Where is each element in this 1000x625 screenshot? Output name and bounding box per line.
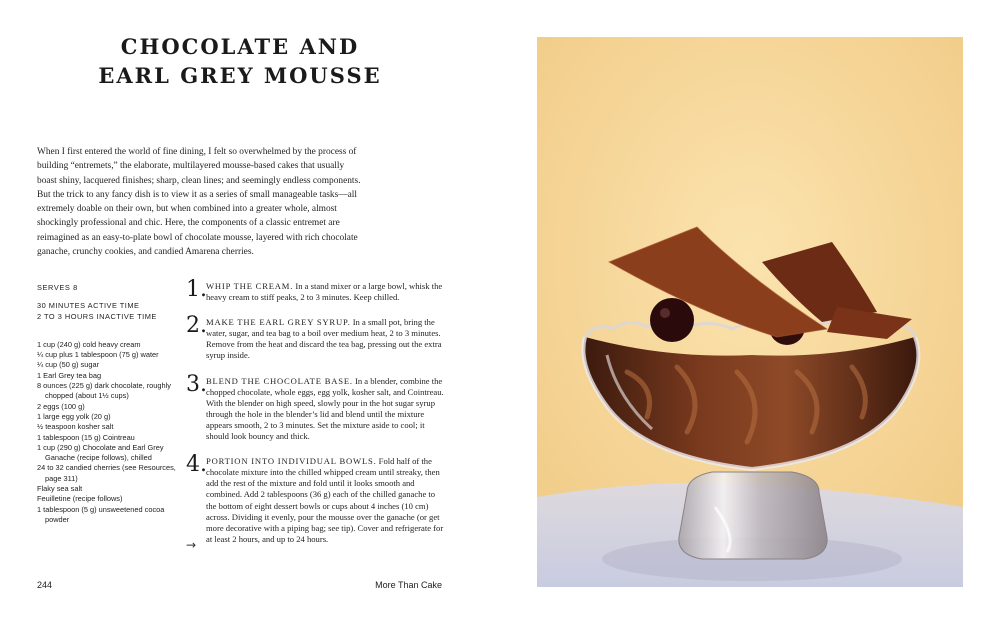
serves-label: SERVES 8 [37, 283, 78, 292]
ingredient-item: ¼ cup (50 g) sugar [37, 360, 100, 370]
recipe-title-line-2: EARL GREY MOUSSE [98, 63, 382, 88]
step-title: WHIP THE CREAM. [206, 281, 294, 291]
step-number: 1. [186, 277, 207, 302]
recipe-meta [37, 283, 177, 525]
ingredient-item: Feuilletine (recipe follows) [37, 494, 123, 504]
step-number: 3. [186, 371, 207, 397]
active-time: 30 MINUTES ACTIVE TIME [37, 301, 140, 311]
step-number: 4. [186, 452, 207, 478]
recipe-intro: When I first entered the world of fine dining, I felt so overwhelmed by the process of building “entremets,” the elaborate, multilayered mousse-based cakes that usually boast shiny, lacquered finishes; sharp, clean lines; and seemingly endless components. But the trick to any fancy dish is to view it as a series of small manageable tasks—all extremely doable on their own, but when combined into a greater whole, almost shockingly professional and chic. Here, the components of a classic entremet are reimagined as an easy-to-plate bowl of chocolate mousse, layered with rich chocolate ganache, crunchy cookies, and candied Amarena cherries. [37, 147, 361, 258]
ingredient-item: 1 tablespoon (15 g) Cointreau [37, 432, 135, 442]
ingredient-item: 1 Earl Grey tea bag [37, 370, 102, 380]
mousse-photo [537, 37, 963, 587]
step-2 [186, 313, 444, 361]
step-1 [186, 277, 444, 303]
ingredient-item: 24 to 32 candied cherries (see Resources, page 311) [37, 463, 176, 483]
step-4 [186, 452, 444, 545]
step-text: In a stand mixer or a large bowl, whisk the heavy cream to stiff peaks, 2 to 3 minutes. Keep chilled. [206, 281, 443, 303]
page-number: 244 [37, 580, 53, 590]
candied-cherry [650, 298, 694, 342]
step-3 [186, 371, 444, 443]
ingredient-item: Flaky sea salt [37, 484, 83, 494]
ingredient-list [37, 340, 177, 525]
cherry-highlight [660, 308, 670, 318]
step-title: MAKE THE EARL GREY SYRUP. [206, 317, 351, 328]
recipe-title [60, 32, 420, 90]
step-number: 2. [186, 313, 207, 339]
method-steps [186, 277, 444, 559]
ingredient-item: 1 cup (240 g) cold heavy cream [37, 339, 141, 349]
continue-arrow-icon: → [186, 538, 197, 552]
ingredient-item: ½ teaspoon kosher salt [37, 422, 114, 432]
bowl-pedestal [679, 472, 827, 559]
recipe-title-line-1: CHOCOLATE AND [120, 34, 360, 59]
step-text: In a small pot, bring the water, sugar, and tea bag to a boil over medium heat, 2 to 3 minutes. Remove from the heat and discard the tea bag, pressing out the extra syrup inside. [206, 317, 442, 361]
step-title: BLEND THE CHOCOLATE BASE. [206, 375, 353, 386]
running-title: More Than Cake [375, 580, 442, 590]
ingredient-item: 8 ounces (225 g) dark chocolate, roughly chopped (about 1½ cups) [37, 381, 171, 401]
ingredient-item: 2 eggs (100 g) [37, 401, 85, 411]
step-text: In a blender, combine the chopped chocolate, whole eggs, egg yolk, kosher salt, and Cointreau. With the blender on high speed, slowly pour in the hot sugar syrup through the hole in the blender’s lid and blend until the mixture appears smooth, 2 to 3 minutes. Set the mixture aside to cool; it should look bouncy and thick. [206, 375, 444, 442]
time-info [37, 301, 177, 322]
step-text: Fold half of the chocolate mixture into the chilled whipped cream until streaky, then add the rest of the mixture and fold until it looks smooth and combined. Add 2 tablespoons (36 g) each of the chilled ganache to the bottom of eight dessert bowls or cups about 4 inches (10 cm) across. Dividing it evenly, pour the mousse over the ganache (or get more decorative with a piping bag; see tip). Cover and refrigerate for at least 2 hours, and up to 24 hours. [206, 456, 444, 544]
ingredient-item: ¼ cup plus 1 tablespoon (75 g) water [37, 350, 159, 360]
ingredient-item: 1 cup (290 g) Chocolate and Earl Grey Ganache (recipe follows), chilled [37, 442, 164, 463]
ingredient-item: 1 large egg yolk (20 g) [37, 411, 111, 421]
step-title: PORTION INTO INDIVIDUAL BOWLS. [206, 456, 377, 467]
mousse-illustration [537, 37, 963, 587]
inactive-time: 2 TO 3 HOURS INACTIVE TIME [37, 311, 157, 321]
ingredient-item: 1 tablespoon (5 g) unsweetened cocoa powder [37, 504, 165, 524]
